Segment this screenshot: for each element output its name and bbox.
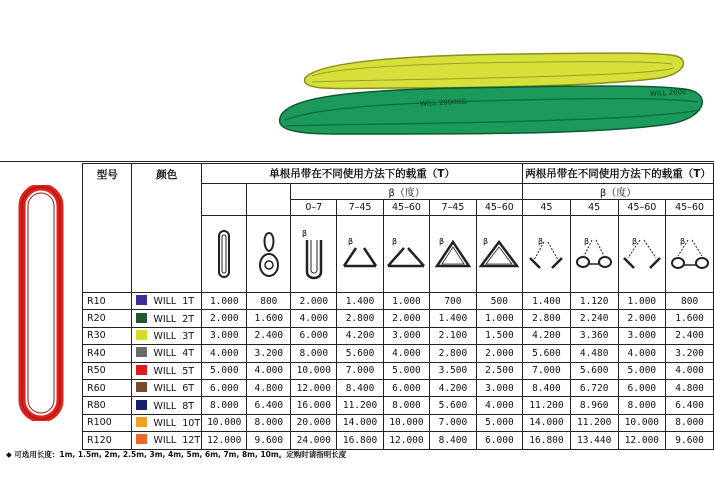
load-value-cell: 6.000 bbox=[202, 379, 247, 396]
load-value-cell: 2.000 bbox=[476, 345, 522, 362]
length-note: ◆ 可选用长度：1m, 1.5m, 2m, 2.5m, 3m, 4m, 5m, 6m, 7m, 8m, 10m。定购时请指明长度 bbox=[6, 450, 347, 459]
triangle-sling-45-60-icon bbox=[476, 216, 522, 293]
load-value-cell: 9.600 bbox=[247, 432, 291, 449]
load-value-cell: 800 bbox=[666, 293, 714, 310]
load-value-cell: 2.500 bbox=[476, 362, 522, 379]
load-value-cell: 3.000 bbox=[383, 327, 429, 344]
angle-header: 0–7 bbox=[291, 200, 337, 216]
model-cell: R30 bbox=[83, 327, 132, 344]
load-value-cell: 1.400 bbox=[430, 310, 476, 327]
load-value-cell: 4.200 bbox=[430, 379, 476, 396]
load-value-cell: 2.100 bbox=[430, 327, 476, 344]
color-label: WILL 8T bbox=[153, 400, 195, 412]
load-value-cell: 3.500 bbox=[430, 362, 476, 379]
triangle-sling-7-45-icon bbox=[430, 216, 476, 293]
table-top-border bbox=[0, 161, 714, 162]
basket-angle-45-60-icon bbox=[383, 216, 429, 293]
load-value-cell: 7.000 bbox=[430, 414, 476, 431]
svg-text:β: β bbox=[348, 237, 354, 246]
color-cell bbox=[132, 362, 202, 379]
load-value-cell: 3.200 bbox=[666, 345, 714, 362]
load-value-cell: 8.000 bbox=[383, 397, 429, 414]
color-label: WILL 3T bbox=[153, 330, 195, 342]
color-cell bbox=[132, 432, 202, 449]
load-value-cell: 3.000 bbox=[476, 379, 522, 396]
load-value-cell: 12.000 bbox=[202, 432, 247, 449]
svg-text:β: β bbox=[483, 237, 489, 246]
model-cell: R40 bbox=[83, 345, 132, 362]
table-row bbox=[83, 362, 714, 379]
load-value-cell: 6.000 bbox=[291, 327, 337, 344]
load-value-cell: 6.000 bbox=[618, 379, 666, 396]
load-value-cell: 16.800 bbox=[337, 432, 383, 449]
load-value-cell: 16.800 bbox=[523, 432, 571, 449]
load-value-cell: 7.000 bbox=[337, 362, 383, 379]
load-value-cell: 5.000 bbox=[202, 362, 247, 379]
color-label: WILL 6T bbox=[153, 383, 195, 395]
load-value-cell: 4.480 bbox=[570, 345, 618, 362]
color-cell bbox=[132, 345, 202, 362]
load-value-cell: 5.600 bbox=[430, 397, 476, 414]
model-cell: R50 bbox=[83, 362, 132, 379]
angle-header: 45–60 bbox=[618, 200, 666, 216]
svg-text:β: β bbox=[301, 229, 307, 238]
load-value-cell: 8.400 bbox=[523, 379, 571, 396]
load-value-cell: 3.200 bbox=[247, 345, 291, 362]
vertical-lift-icon bbox=[202, 216, 247, 293]
load-value-cell: 500 bbox=[476, 293, 522, 310]
green-round-sling bbox=[280, 86, 703, 134]
load-value-cell: 11.200 bbox=[570, 414, 618, 431]
color-label: WILL 2T bbox=[153, 313, 195, 325]
angle-header: 45 bbox=[523, 200, 571, 216]
model-cell: R60 bbox=[83, 379, 132, 396]
table-row bbox=[83, 432, 714, 449]
load-value-cell: 6.400 bbox=[666, 397, 714, 414]
load-value-cell: 8.400 bbox=[430, 432, 476, 449]
green-sling-label-1: WILL 2000KG bbox=[419, 97, 467, 108]
load-value-cell: 3.000 bbox=[202, 327, 247, 344]
header-double: 两根吊带在不同使用方法下的载重（T） bbox=[523, 164, 714, 184]
load-value-cell: 6.000 bbox=[383, 379, 429, 396]
basket-angle-7-45-icon bbox=[337, 216, 383, 293]
load-value-cell: 8.000 bbox=[247, 414, 291, 431]
header-color: 颜色 bbox=[132, 164, 202, 293]
load-value-cell: 24.000 bbox=[291, 432, 337, 449]
load-value-cell: 12.000 bbox=[291, 379, 337, 396]
header-beta-double: β（度） bbox=[523, 184, 714, 200]
load-value-cell: 1.000 bbox=[476, 310, 522, 327]
load-value-cell: 6.720 bbox=[570, 379, 618, 396]
angle-header: 7–45 bbox=[337, 200, 383, 216]
model-cell: R120 bbox=[83, 432, 132, 449]
table-row bbox=[83, 379, 714, 396]
load-value-cell: 2.800 bbox=[430, 345, 476, 362]
load-value-cell: 4.800 bbox=[666, 379, 714, 396]
load-value-cell: 1.000 bbox=[383, 293, 429, 310]
load-value-cell: 2.240 bbox=[570, 310, 618, 327]
load-value-cell: 4.000 bbox=[291, 310, 337, 327]
load-value-cell: 10.000 bbox=[383, 414, 429, 431]
load-value-cell: 2.400 bbox=[247, 327, 291, 344]
header-beta-single: β（度） bbox=[291, 184, 523, 200]
svg-text:β: β bbox=[679, 237, 685, 246]
color-cell bbox=[132, 414, 202, 431]
load-value-cell: 5.000 bbox=[618, 362, 666, 379]
product-photo bbox=[0, 0, 714, 160]
load-value-cell: 12.000 bbox=[618, 432, 666, 449]
load-value-cell: 1.000 bbox=[202, 293, 247, 310]
table-row bbox=[83, 414, 714, 431]
load-value-cell: 1.500 bbox=[476, 327, 522, 344]
header-model: 型号 bbox=[83, 164, 132, 293]
load-value-cell: 9.600 bbox=[666, 432, 714, 449]
load-value-cell: 10.000 bbox=[291, 362, 337, 379]
load-value-cell: 2.000 bbox=[383, 310, 429, 327]
color-label: WILL 5T bbox=[153, 365, 195, 377]
load-value-cell: 4.000 bbox=[476, 397, 522, 414]
load-value-cell: 1.600 bbox=[247, 310, 291, 327]
load-value-cell: 4.000 bbox=[202, 345, 247, 362]
load-value-cell: 10.000 bbox=[618, 414, 666, 431]
load-value-cell: 6.000 bbox=[476, 432, 522, 449]
color-swatch bbox=[136, 434, 147, 444]
load-value-cell: 1.000 bbox=[618, 293, 666, 310]
choker-hitch-icon bbox=[247, 216, 291, 293]
load-value-cell: 8.000 bbox=[202, 397, 247, 414]
color-cell bbox=[132, 397, 202, 414]
two-sling-choker-45-60-icon bbox=[666, 216, 714, 293]
color-cell bbox=[132, 310, 202, 327]
load-value-cell: 3.000 bbox=[618, 327, 666, 344]
load-value-cell: 13.440 bbox=[570, 432, 618, 449]
load-value-cell: 11.200 bbox=[337, 397, 383, 414]
color-label: WILL 12T bbox=[153, 435, 201, 447]
load-value-cell: 5.600 bbox=[570, 362, 618, 379]
basket-hitch-icon bbox=[291, 216, 337, 293]
load-value-cell: 5.600 bbox=[523, 345, 571, 362]
svg-text:β: β bbox=[631, 237, 637, 246]
load-value-cell: 4.800 bbox=[247, 379, 291, 396]
load-value-cell: 5.600 bbox=[337, 345, 383, 362]
color-swatch bbox=[136, 347, 147, 357]
load-value-cell: 4.000 bbox=[383, 345, 429, 362]
color-swatch bbox=[136, 417, 147, 427]
two-sling-choker-45-icon bbox=[570, 216, 618, 293]
angle-header: 7–45 bbox=[430, 200, 476, 216]
table-row bbox=[83, 345, 714, 362]
load-value-cell: 8.000 bbox=[618, 397, 666, 414]
angle-header: 45 bbox=[570, 200, 618, 216]
table-row bbox=[83, 397, 714, 414]
two-sling-45-60-icon bbox=[618, 216, 666, 293]
load-value-cell: 8.000 bbox=[291, 345, 337, 362]
load-value-cell: 4.000 bbox=[666, 362, 714, 379]
load-value-cell: 4.200 bbox=[523, 327, 571, 344]
svg-text:β: β bbox=[584, 237, 590, 246]
yellow-round-sling bbox=[305, 53, 684, 88]
svg-text:β: β bbox=[392, 237, 398, 246]
table-row bbox=[83, 293, 714, 310]
load-value-cell: 14.000 bbox=[337, 414, 383, 431]
load-value-cell: 1.600 bbox=[666, 310, 714, 327]
table-row bbox=[83, 310, 714, 327]
load-value-cell: 6.400 bbox=[247, 397, 291, 414]
load-value-cell: 11.200 bbox=[523, 397, 571, 414]
model-cell: R80 bbox=[83, 397, 132, 414]
load-value-cell: 8.960 bbox=[570, 397, 618, 414]
header-single: 单根吊带在不同使用方法下的载重（T） bbox=[202, 164, 523, 184]
load-table bbox=[82, 163, 714, 450]
load-value-cell: 4.000 bbox=[618, 345, 666, 362]
load-value-cell: 16.000 bbox=[291, 397, 337, 414]
load-value-cell: 3.360 bbox=[570, 327, 618, 344]
load-value-cell: 800 bbox=[247, 293, 291, 310]
color-swatch bbox=[136, 400, 147, 410]
color-label: WILL 10T bbox=[153, 417, 201, 429]
model-cell: R100 bbox=[83, 414, 132, 431]
angle-header: 45–60 bbox=[383, 200, 429, 216]
red-round-sling bbox=[18, 185, 64, 421]
load-value-cell: 2.000 bbox=[618, 310, 666, 327]
two-sling-45-icon bbox=[523, 216, 571, 293]
color-swatch bbox=[136, 295, 147, 305]
load-value-cell: 2.800 bbox=[337, 310, 383, 327]
color-swatch bbox=[136, 330, 147, 340]
color-cell bbox=[132, 327, 202, 344]
angle-header: 45–60 bbox=[476, 200, 522, 216]
load-value-cell: 8.400 bbox=[337, 379, 383, 396]
load-value-cell: 20.000 bbox=[291, 414, 337, 431]
load-value-cell: 5.000 bbox=[383, 362, 429, 379]
load-value-cell: 14.000 bbox=[523, 414, 571, 431]
svg-text:β: β bbox=[538, 237, 544, 246]
svg-text:β: β bbox=[438, 237, 445, 246]
load-value-cell: 12.000 bbox=[383, 432, 429, 449]
load-value-cell: 2.000 bbox=[202, 310, 247, 327]
load-value-cell: 2.800 bbox=[523, 310, 571, 327]
color-cell bbox=[132, 379, 202, 396]
color-label: WILL 1T bbox=[153, 296, 195, 308]
load-value-cell: 1.400 bbox=[337, 293, 383, 310]
load-value-cell: 7.000 bbox=[523, 362, 571, 379]
load-value-cell: 8.000 bbox=[666, 414, 714, 431]
load-value-cell: 4.200 bbox=[337, 327, 383, 344]
load-value-cell: 4.000 bbox=[247, 362, 291, 379]
green-sling-label-2: WILL 2000 bbox=[649, 88, 687, 98]
color-swatch bbox=[136, 365, 147, 375]
load-value-cell: 2.400 bbox=[666, 327, 714, 344]
color-swatch bbox=[136, 382, 147, 392]
load-value-cell: 5.000 bbox=[476, 414, 522, 431]
color-cell bbox=[132, 293, 202, 310]
table-row bbox=[83, 327, 714, 344]
model-cell: R20 bbox=[83, 310, 132, 327]
load-value-cell: 1.400 bbox=[523, 293, 571, 310]
angle-header: 45–60 bbox=[666, 200, 714, 216]
model-cell: R10 bbox=[83, 293, 132, 310]
load-value-cell: 10.000 bbox=[202, 414, 247, 431]
color-label: WILL 4T bbox=[153, 348, 195, 360]
color-swatch bbox=[136, 313, 147, 323]
load-value-cell: 1.120 bbox=[570, 293, 618, 310]
load-value-cell: 2.000 bbox=[291, 293, 337, 310]
load-value-cell: 700 bbox=[430, 293, 476, 310]
